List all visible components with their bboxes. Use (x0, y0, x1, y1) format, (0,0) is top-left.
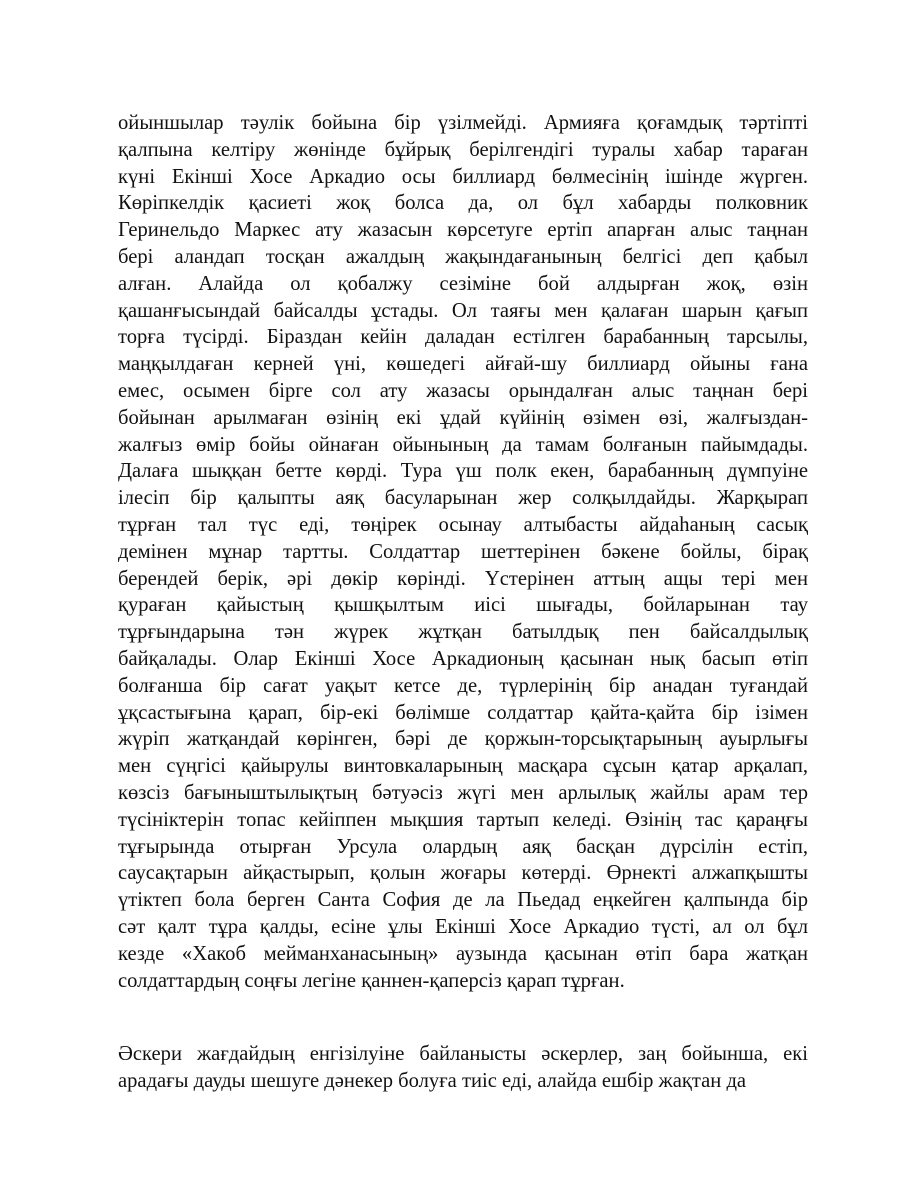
text-line: көзсіз бағыныштылықтың бәтуәсіз жүгі мен арлылық жайлы арам тер (118, 781, 808, 804)
text-line: қураған қайыстың қышқылтым иісі шығады, бойларынан тау (118, 594, 808, 617)
text-line: Геринельдо Маркес ату жазасын көрсетуге ертіп апарған алыс таңнан (118, 219, 808, 242)
text-line: болғанша бір сағат уақыт кетсе де, түрлерінің бір анадан туғандай (118, 674, 808, 697)
text-line: тұрған тал түс еді, төңірек осынау алтыбасты айдаһаның сасық (118, 513, 808, 536)
text-line: солдаттардың соңғы легіне қаннен-қаперсіз қарап тұрған. (118, 969, 625, 992)
text-line: Далаға шыққан бетте көрді. Тура үш полк екен, барабанның дүмпуіне (118, 460, 808, 483)
text-line: байқалады. Олар Екінші Хосе Аркадионың қасынан нық басып өтіп (118, 647, 808, 670)
text-line: қалпына келтіру жөнінде бұйрық берілгендігі туралы хабар тараған (118, 138, 808, 161)
text-line: үтіктеп бола берген Санта София де ла Пьедад еңкейген қалпында бір (118, 889, 808, 912)
text-line: саусақтарын айқастырып, қолын жоғары көтерді. Өрнекті алжапқышты (118, 862, 808, 885)
text-line: кезде «Хакоб мейманханасының» аузында қасынан өтіп бара жатқан (118, 942, 808, 965)
text-line: күні Екінші Хосе Аркадио осы биллиард бөлмесінің ішінде жүрген. (118, 165, 808, 188)
text-line: ойыншылар тәулік бойына бір үзілмейді. Армияға қоғамдық тәртіпті (118, 112, 808, 134)
text-line: маңқылдаған керней үні, көшедегі айғай-шу биллиард ойыны ғана (118, 353, 808, 376)
text-line: Көріпкелдік қасиеті жоқ болса да, ол бұл хабарды полковник (118, 192, 808, 215)
text-line: түсініктерін топас кейіппен мықшия тартып келеді. Өзінің тас қараңғы (118, 808, 808, 831)
text-line: ілесіп бір қалыпты аяқ басуларынан жер солқылдайды. Жарқырап (118, 487, 808, 510)
text-line: қашанғысындай байсалды ұстады. Ол таяғы мен қалаған шарын қағып (118, 299, 808, 322)
text-line: жүріп жатқандай көрінген, бәрі де қоржын-торсықтарының ауырлығы (118, 728, 808, 751)
text-line: жалғыз өмір бойы ойнаған ойынының да тамам болғанын пайымдады. (118, 433, 808, 456)
text-line: Әскери жағдайдың енгізілуіне байланысты әскерлер, заң бойынша, екі (118, 1043, 808, 1065)
text-line: ұқсастығына қарап, бір-екі бөлімше солдаттар қайта-қайта бір ізімен (118, 701, 808, 724)
text-line: тұрғындарына тән жүрек жұтқан батылдық пен байсалдылық (118, 621, 808, 644)
text-line: тұғырында отырған Урсула олардың аяқ басқан дүрсілін естіп, (118, 835, 808, 858)
text-line: сәт қалт тұра қалды, есіне ұлы Екінші Хосе Аркадио түсті, ал ол бұл (118, 915, 808, 938)
text-line: алған. Алайда ол қобалжу сезіміне бой алдырған жоқ, өзін (118, 272, 808, 295)
text-line: мен сүңгісі қайырулы винтовкаларының масқара сұсын қатар арқалап, (118, 755, 808, 778)
text-line: емес, осымен бірге сол ату жазасы орындалған алыс таңнан бері (118, 379, 808, 402)
text-line: торға түсірді. Біраздан кейін даладан естілген барабанның тарсылы, (118, 326, 808, 349)
text-line: демінен мұнар тартты. Солдаттар шеттерінен бәкене бойлы, бірақ (118, 540, 808, 563)
paragraph-2 (118, 1041, 808, 1095)
text-line: бері аландап тосқан ажалдың жақындағанының белгісі деп қабыл (118, 245, 808, 268)
text-line: берендей берік, әрі дөкір көрінді. Үстерінен аттың ащы тері мен (118, 567, 808, 590)
text-line: бойынан арылмаған өзінің екі ұдай күйінің өзімен өзі, жалғыздан- (118, 406, 808, 429)
paragraph-1 (118, 110, 808, 994)
text-line: арадағы дауды шешуге дәнекер болуға тиіс еді, алайда ешбір жақтан да (118, 1069, 747, 1092)
